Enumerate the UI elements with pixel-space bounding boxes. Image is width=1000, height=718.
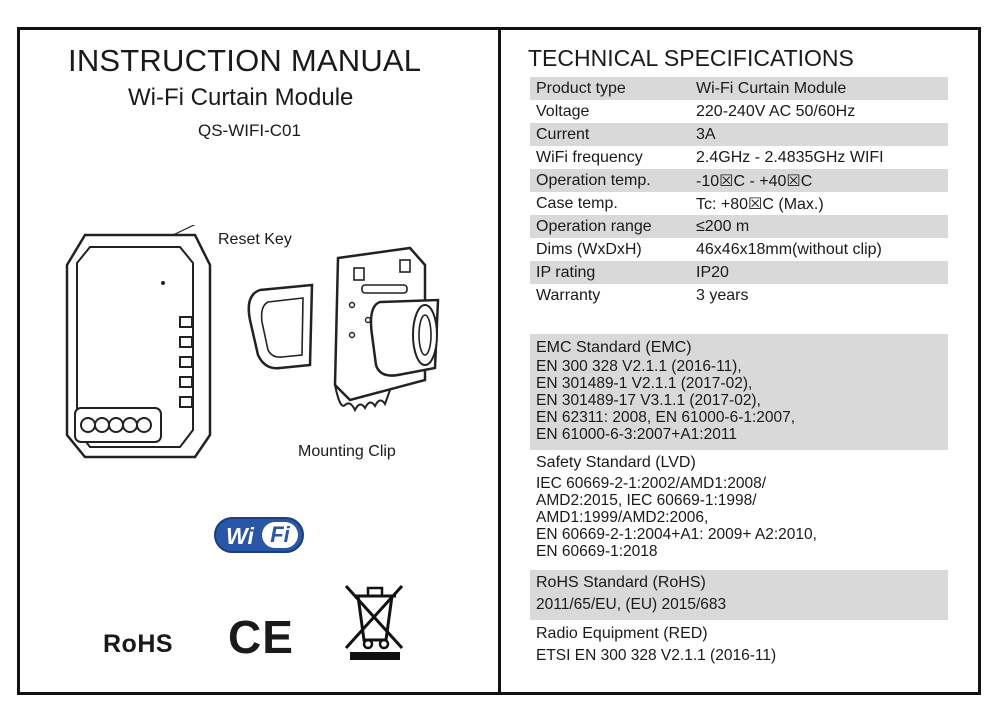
product-name: Wi-Fi Curtain Module [128,84,354,111]
spec-key: Case temp. [536,194,618,212]
weee-bin-icon [342,582,407,662]
list-item: EN 301489-1 V2.1.1 (2017-02), [536,375,753,392]
spec-key: Operation temp. [536,171,651,189]
spec-title: TECHNICAL SPECIFICATIONS [528,45,854,71]
reset-key-label: Reset Key [218,231,292,248]
table-row [530,284,948,307]
list-item: EN 62311: 2008, EN 61000-6-1:2007, [536,409,796,426]
spec-table [530,77,948,307]
lvd-heading: Safety Standard (LVD) [536,454,696,471]
table-row [530,77,948,100]
spec-value: 46x46x18mm(without clip) [696,240,882,258]
spec-value: 2.4GHz - 2.4835GHz WIFI [696,148,884,166]
spec-value: 220-240V AC 50/60Hz [696,102,856,120]
list-item: 2011/65/EU, (EU) 2015/683 [536,596,727,613]
rohs-heading: RoHS Standard (RoHS) [536,574,706,591]
spec-value: Tc: +80☒C (Max.) [696,195,824,213]
table-row [530,238,948,261]
spec-value: -10☒C - +40☒C [696,172,813,190]
spec-key: WiFi frequency [536,148,643,166]
model-number: QS-WIFI-C01 [198,121,301,140]
list-item: EN 300 328 V2.1.1 (2016-11), [536,358,742,375]
table-row [530,261,948,284]
table-row [530,192,948,215]
spec-key: Product type [536,79,626,97]
spec-key: Dims (WxDxH) [536,240,642,258]
wifi-logo-fi: Fi [262,522,298,548]
spec-value: 3A [696,125,716,143]
spec-value: ≤200 m [696,217,750,235]
list-item: AMD2:2015, IEC 60669-1:1998/ [536,492,757,509]
list-item: EN 61000-6-3:2007+A1:2011 [536,426,737,443]
spec-key: Current [536,125,590,143]
wifi-logo-wi: Wi [226,523,254,549]
table-row [530,215,948,238]
spec-value: Wi-Fi Curtain Module [696,79,847,97]
list-item: AMD1:1999/AMD2:2006, [536,509,709,526]
rohs-standard-block [530,570,948,620]
wifi-logo [214,517,304,553]
spec-key: Voltage [536,102,590,120]
module-illustration [55,225,215,470]
mounting-clip-label: Mounting Clip [298,443,396,460]
manual-title: INSTRUCTION MANUAL [68,43,422,78]
emc-heading: EMC Standard (EMC) [536,339,692,356]
rohs-mark: RoHS [103,630,174,658]
ce-mark: CE [228,611,294,663]
table-row [530,169,948,192]
column-divider [498,27,501,695]
list-item: ETSI EN 300 328 V2.1.1 (2016-11) [536,647,777,664]
mounting-clip-illustration [240,240,450,440]
red-heading: Radio Equipment (RED) [536,625,708,642]
list-item: EN 60669-2-1:2004+A1: 2009+ A2:2010, [536,526,817,543]
table-row [530,146,948,169]
spec-value: IP20 [696,263,729,281]
table-row [530,100,948,123]
spec-key: IP rating [536,263,596,281]
red-standard-block [530,621,948,669]
emc-standard-block [530,334,948,450]
lvd-standard-block [530,451,948,569]
list-item: EN 301489-17 V3.1.1 (2017-02), [536,392,761,409]
list-item: IEC 60669-2-1:2002/AMD1:2008/ [536,475,767,492]
spec-key: Operation range [536,217,652,235]
spec-value: 3 years [696,286,749,304]
spec-key: Warranty [536,286,601,304]
list-item: EN 60669-1:2018 [536,543,658,560]
table-row [530,123,948,146]
